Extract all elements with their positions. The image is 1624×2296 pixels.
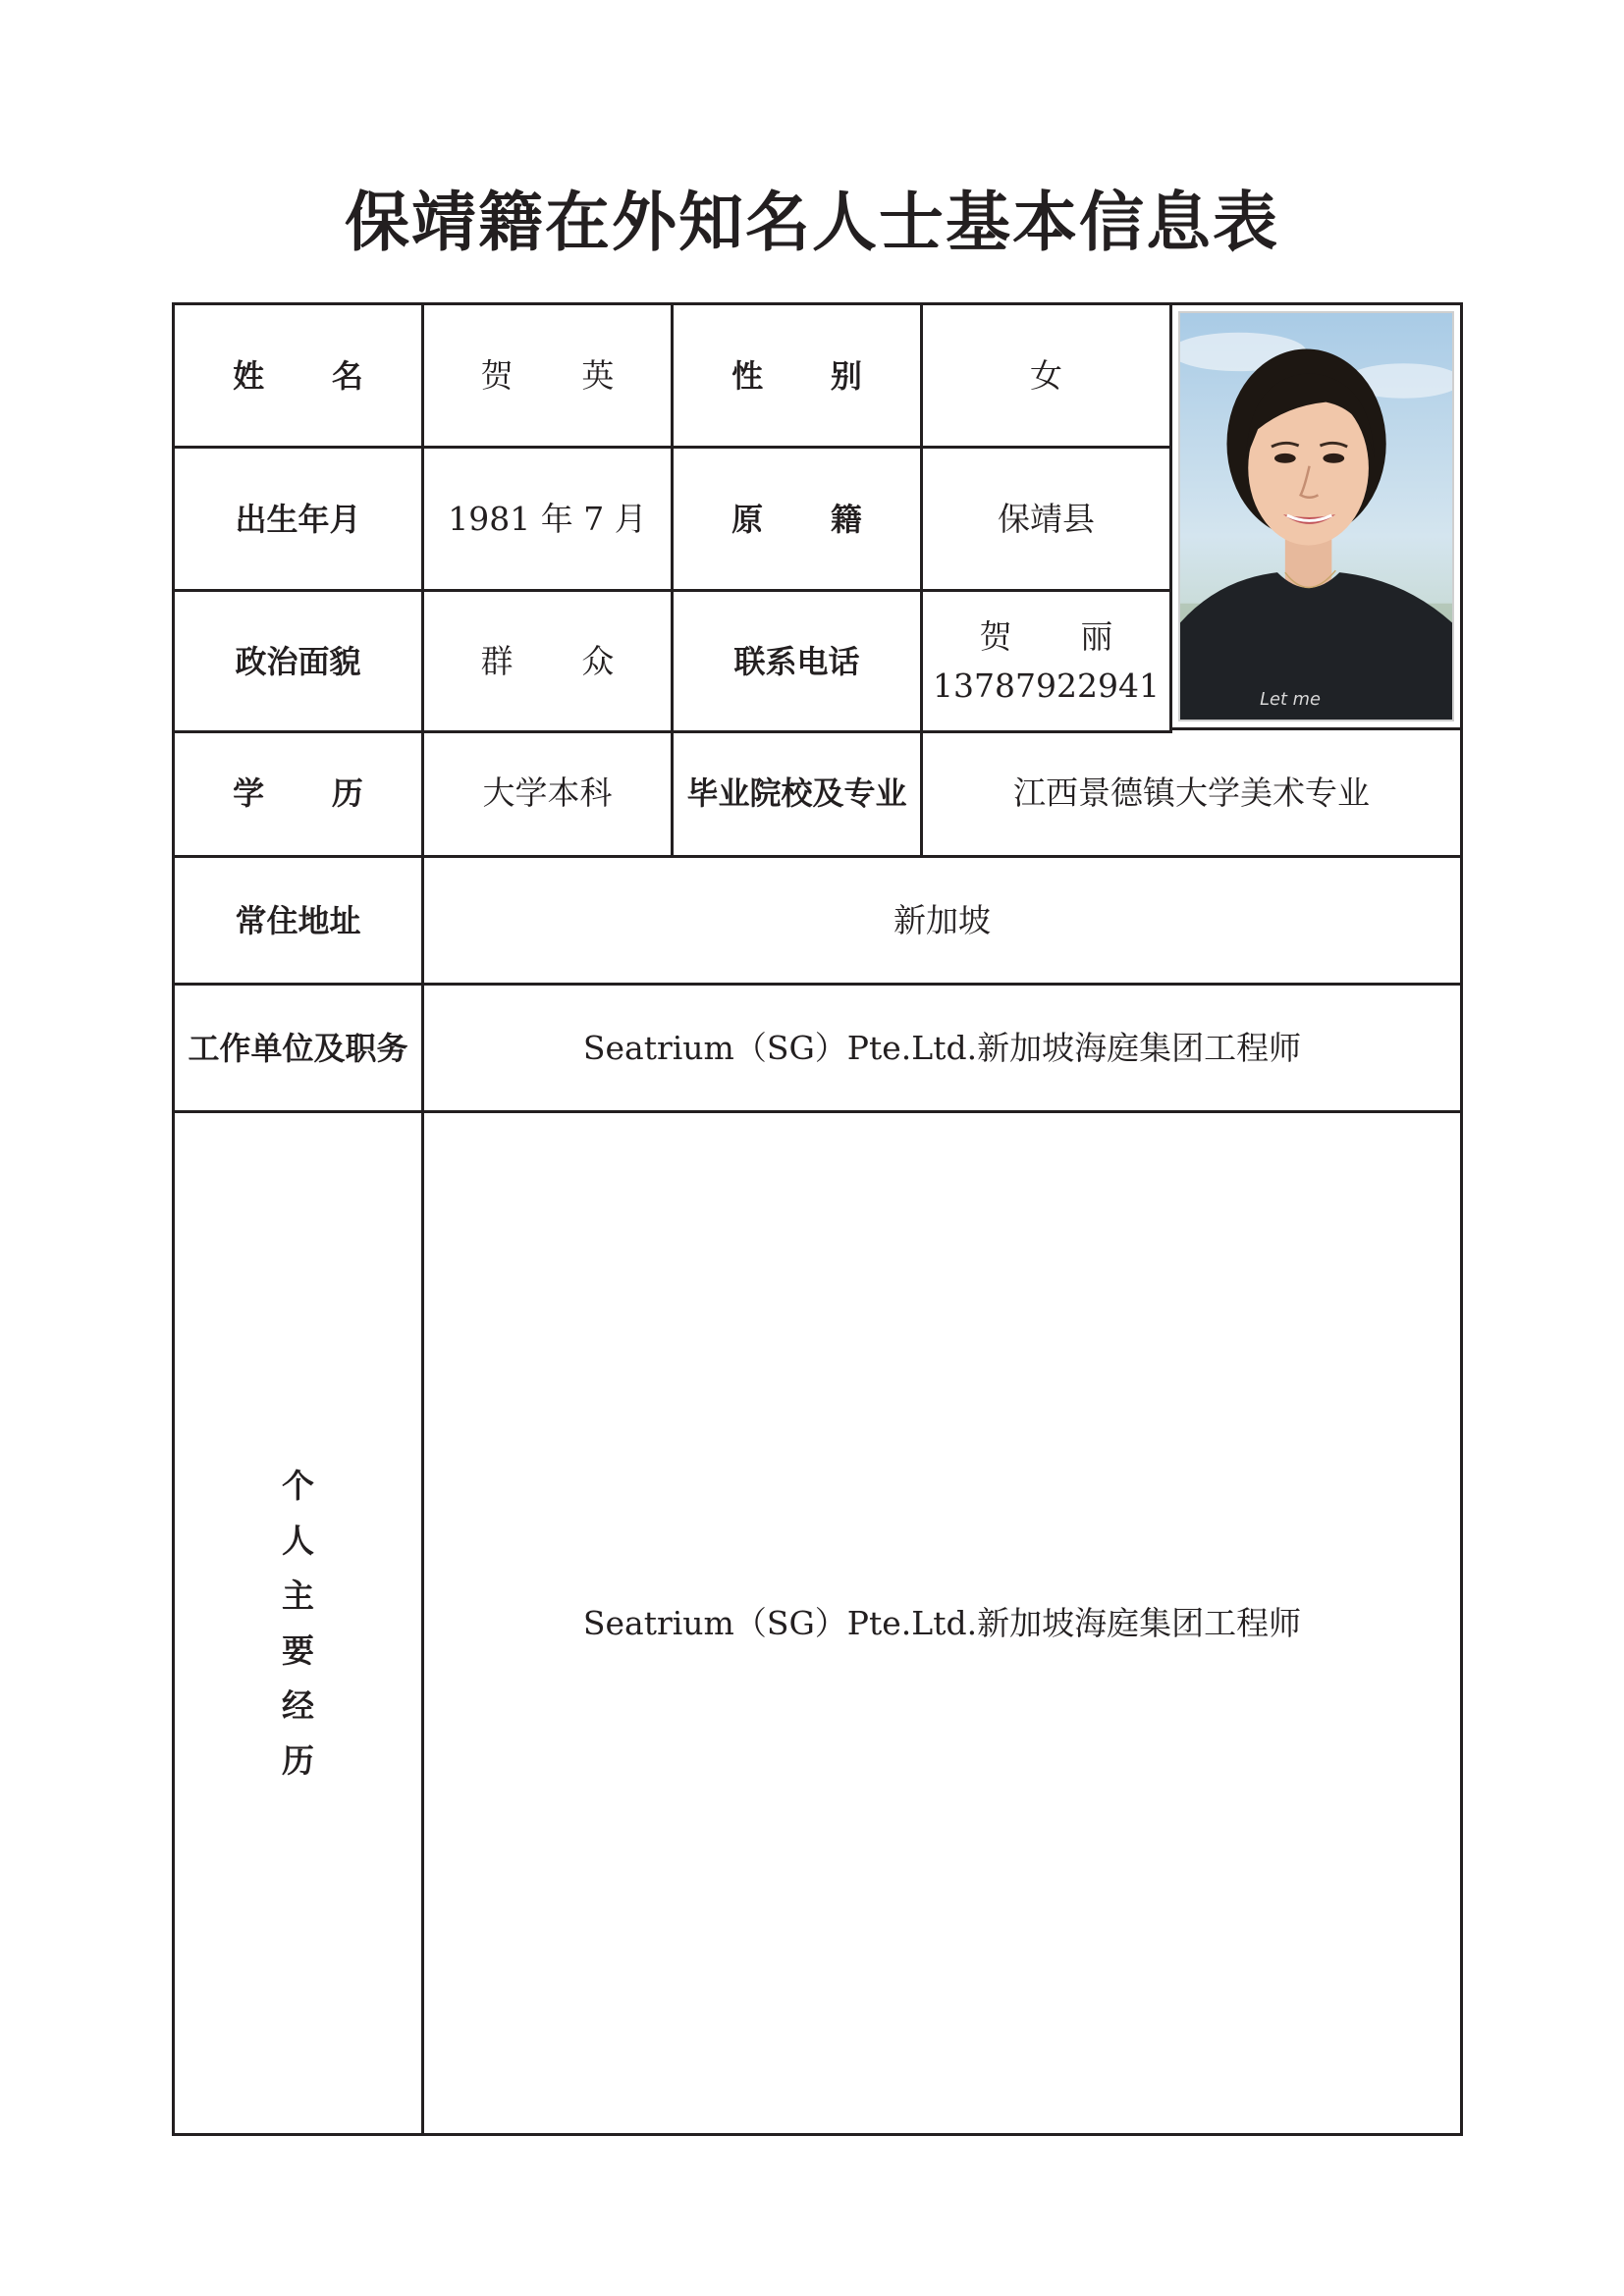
school-label: 毕业院校及专业 (686, 774, 907, 812)
work-label: 工作单位及职务 (188, 1029, 408, 1067)
address-value-cell (424, 858, 1460, 986)
name-value-cell (424, 305, 674, 449)
gender-label: 性 别 (731, 356, 891, 395)
work-label-cell (175, 986, 424, 1113)
political-value-cell (424, 592, 674, 733)
experience-label (282, 1466, 314, 1780)
experience-label-cell (175, 1113, 424, 2133)
education-label: 学 历 (233, 774, 392, 812)
portrait-image (1180, 313, 1452, 720)
education-value: 大学本科 (482, 773, 613, 812)
political-value: 群 众 (480, 641, 644, 680)
name-value: 贺 英 (480, 355, 644, 395)
phone-contact-name: 贺 丽 (979, 616, 1143, 656)
birth-label-cell (175, 449, 424, 592)
birth-label: 出生年月 (235, 500, 361, 538)
phone-label: 联系电话 (733, 642, 860, 680)
work-value-cell (424, 986, 1460, 1113)
experience-label-char: 经 (282, 1685, 314, 1725)
info-form (172, 302, 1463, 2136)
experience-value-cell (424, 1113, 1460, 2133)
origin-value-cell (923, 449, 1172, 592)
address-value: 新加坡 (893, 900, 991, 939)
gender-label-cell (674, 305, 923, 449)
name-label-cell (175, 305, 424, 449)
birth-value-cell (424, 449, 674, 592)
phone-label-cell (674, 592, 923, 733)
phone-value-cell (923, 592, 1172, 733)
origin-label: 原 籍 (731, 500, 891, 538)
page-title: 保靖籍在外知名人士基本信息表 (345, 184, 1279, 260)
photo-cell (1172, 305, 1460, 730)
school-value: 江西景德镇大学美术专业 (1013, 773, 1370, 812)
experience-label-char: 历 (282, 1740, 314, 1780)
work-value: Seatrium（SG）Pte.Ltd.新加坡海庭集团工程师 (582, 1028, 1302, 1067)
birth-value: 1981 年 7 月 (448, 499, 647, 538)
address-label-cell (175, 858, 424, 986)
education-value-cell (424, 730, 674, 858)
portrait-photo (1178, 311, 1454, 721)
school-label-cell (674, 730, 923, 858)
education-label-cell (175, 730, 424, 858)
address-label: 常住地址 (235, 901, 361, 939)
origin-value: 保靖县 (998, 499, 1095, 538)
political-label-cell (175, 592, 424, 733)
phone-value: 13787922941 (933, 666, 1160, 705)
origin-label-cell (674, 449, 923, 592)
shirt-text: Let me (1260, 690, 1321, 711)
experience-label-char: 主 (282, 1575, 314, 1615)
gender-value: 女 (1030, 355, 1062, 395)
experience-label-char: 要 (282, 1630, 314, 1670)
school-value-cell (923, 730, 1460, 858)
political-label: 政治面貌 (235, 642, 361, 680)
experience-label-char: 人 (282, 1521, 314, 1560)
name-label: 姓 名 (233, 356, 392, 395)
experience-label-char: 个 (282, 1466, 314, 1505)
experience-value: Seatrium（SG）Pte.Ltd.新加坡海庭集团工程师 (582, 1603, 1302, 1642)
gender-value-cell (923, 305, 1172, 449)
